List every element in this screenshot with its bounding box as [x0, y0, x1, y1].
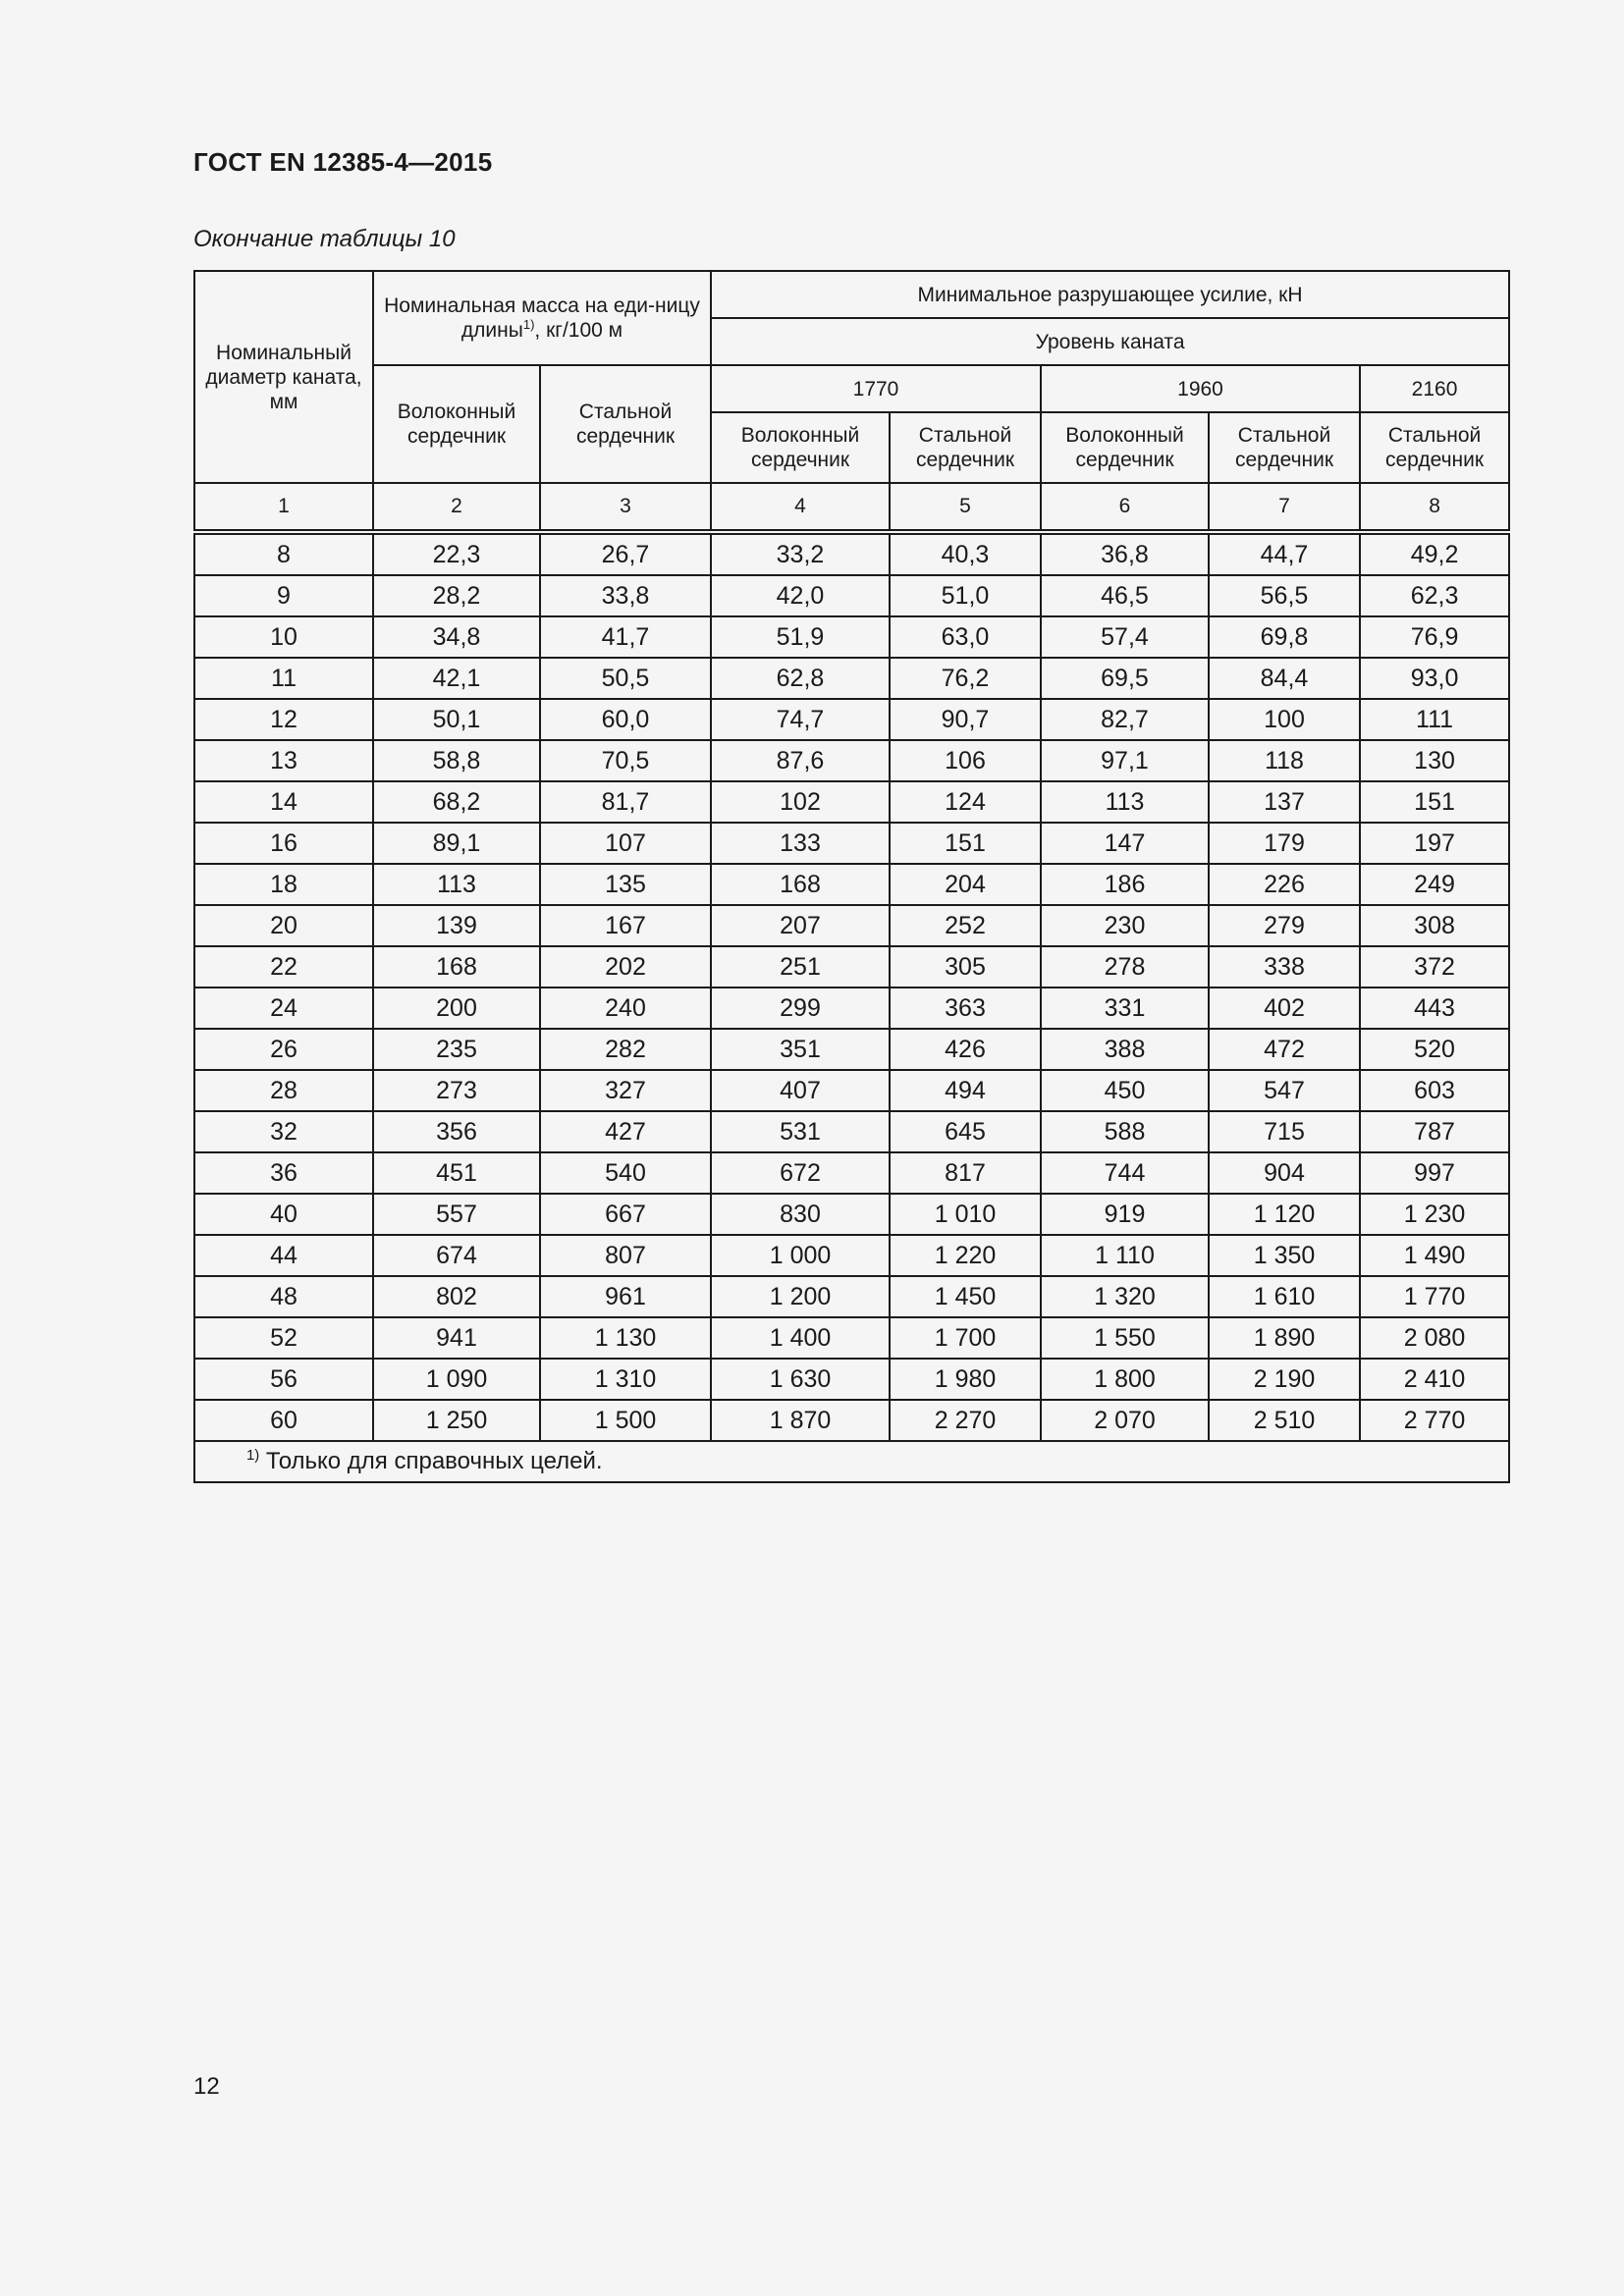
table-row — [194, 1400, 1509, 1441]
header-1770-fiber: Волоконный сердечник — [711, 412, 890, 483]
table-cell: 363 — [890, 988, 1041, 1029]
table-cell: 427 — [540, 1111, 711, 1152]
table-cell: 252 — [890, 905, 1041, 946]
table-cell: 18 — [194, 864, 373, 905]
table-cell: 26,7 — [540, 532, 711, 575]
table-body — [194, 483, 1509, 1441]
table-header — [194, 271, 1509, 483]
table-cell: 557 — [373, 1194, 540, 1235]
table-cell: 130 — [1360, 740, 1509, 781]
table-cell: 919 — [1041, 1194, 1209, 1235]
table-cell: 40 — [194, 1194, 373, 1235]
table-cell: 36 — [194, 1152, 373, 1194]
table-cell: 34,8 — [373, 616, 540, 658]
table-cell: 674 — [373, 1235, 540, 1276]
table-cell: 151 — [890, 823, 1041, 864]
table-cell: 830 — [711, 1194, 890, 1235]
table-cell: 2 070 — [1041, 1400, 1209, 1441]
table-row — [194, 1276, 1509, 1317]
table-cell: 63,0 — [890, 616, 1041, 658]
table-row — [194, 1111, 1509, 1152]
table-cell: 111 — [1360, 699, 1509, 740]
table-cell: 57,4 — [1041, 616, 1209, 658]
table-cell: 22 — [194, 946, 373, 988]
footnote-row — [194, 1441, 1509, 1482]
table-cell: 327 — [540, 1070, 711, 1111]
table-cell: 338 — [1209, 946, 1360, 988]
table-cell: 81,7 — [540, 781, 711, 823]
table-cell: 1 230 — [1360, 1194, 1509, 1235]
table-cell: 51,0 — [890, 575, 1041, 616]
table-cell: 351 — [711, 1029, 890, 1070]
table-cell: 961 — [540, 1276, 711, 1317]
table-cell: 56 — [194, 1359, 373, 1400]
table-cell: 93,0 — [1360, 658, 1509, 699]
table-cell: 113 — [1041, 781, 1209, 823]
header-min-force: Минимальное разрушающее усилие, кН — [711, 271, 1509, 318]
table-cell: 802 — [373, 1276, 540, 1317]
table-cell: 137 — [1209, 781, 1360, 823]
table-cell: 2 410 — [1360, 1359, 1509, 1400]
table-cell: 16 — [194, 823, 373, 864]
table-cell: 1 130 — [540, 1317, 711, 1359]
page-number: 12 — [193, 2073, 220, 2100]
table-cell: 33,8 — [540, 575, 711, 616]
table-cell: 113 — [373, 864, 540, 905]
table-cell: 1 870 — [711, 1400, 890, 1441]
table-row — [194, 1152, 1509, 1194]
table-cell: 251 — [711, 946, 890, 988]
table-cell: 226 — [1209, 864, 1360, 905]
table-cell: 133 — [711, 823, 890, 864]
table-cell: 520 — [1360, 1029, 1509, 1070]
table-cell: 279 — [1209, 905, 1360, 946]
table-cell: 817 — [890, 1152, 1041, 1194]
table-cell: 672 — [711, 1152, 890, 1194]
table-cell: 235 — [373, 1029, 540, 1070]
table-cell: 1 120 — [1209, 1194, 1360, 1235]
table-row — [194, 1029, 1509, 1070]
table-cell: 24 — [194, 988, 373, 1029]
table-cell: 204 — [890, 864, 1041, 905]
table-cell: 147 — [1041, 823, 1209, 864]
header-diameter: Номинальный диаметр каната, мм — [194, 271, 373, 483]
table-row — [194, 781, 1509, 823]
table-cell: 1 630 — [711, 1359, 890, 1400]
table-cell: 1 220 — [890, 1235, 1041, 1276]
table-cell: 744 — [1041, 1152, 1209, 1194]
table-cell: 135 — [540, 864, 711, 905]
table-cell: 494 — [890, 1070, 1041, 1111]
table-cell: 1 400 — [711, 1317, 890, 1359]
table-cell: 50,1 — [373, 699, 540, 740]
table-cell: 97,1 — [1041, 740, 1209, 781]
table-cell: 33,2 — [711, 532, 890, 575]
table-cell: 26 — [194, 1029, 373, 1070]
table-cell: 807 — [540, 1235, 711, 1276]
table-cell: 69,8 — [1209, 616, 1360, 658]
table-cell: 1 350 — [1209, 1235, 1360, 1276]
table-cell: 68,2 — [373, 781, 540, 823]
column-number: 7 — [1209, 483, 1360, 532]
header-2160-steel: Стальной сердечник — [1360, 412, 1509, 483]
table-cell: 308 — [1360, 905, 1509, 946]
table-row — [194, 740, 1509, 781]
table-cell: 87,6 — [711, 740, 890, 781]
table-cell: 407 — [711, 1070, 890, 1111]
table-cell: 28,2 — [373, 575, 540, 616]
header-1960-steel: Стальной сердечник — [1209, 412, 1360, 483]
table-cell: 42,0 — [711, 575, 890, 616]
table-cell: 44 — [194, 1235, 373, 1276]
table-row — [194, 1317, 1509, 1359]
table-cell: 1 450 — [890, 1276, 1041, 1317]
table-cell: 70,5 — [540, 740, 711, 781]
header-mass-unit: , кг/100 м — [534, 319, 623, 342]
table-cell: 167 — [540, 905, 711, 946]
table-cell: 667 — [540, 1194, 711, 1235]
table-cell: 531 — [711, 1111, 890, 1152]
table-row — [194, 699, 1509, 740]
footnote — [194, 1441, 1509, 1482]
table-row — [194, 616, 1509, 658]
table-cell: 2 080 — [1360, 1317, 1509, 1359]
table-row — [194, 658, 1509, 699]
table-cell: 282 — [540, 1029, 711, 1070]
table-cell: 42,1 — [373, 658, 540, 699]
table-cell: 168 — [711, 864, 890, 905]
table-cell: 197 — [1360, 823, 1509, 864]
table-cell: 60 — [194, 1400, 373, 1441]
table-cell: 41,7 — [540, 616, 711, 658]
table-cell: 76,2 — [890, 658, 1041, 699]
table-cell: 1 090 — [373, 1359, 540, 1400]
table-cell: 151 — [1360, 781, 1509, 823]
table-cell: 305 — [890, 946, 1041, 988]
header-grade-1960: 1960 — [1041, 365, 1360, 412]
table-cell: 278 — [1041, 946, 1209, 988]
table-cell: 331 — [1041, 988, 1209, 1029]
table-cell: 69,5 — [1041, 658, 1209, 699]
table-cell: 1 010 — [890, 1194, 1041, 1235]
table-cell: 230 — [1041, 905, 1209, 946]
column-number: 8 — [1360, 483, 1509, 532]
header-rope-grade: Уровень каната — [711, 318, 1509, 365]
table-cell: 249 — [1360, 864, 1509, 905]
table-cell: 450 — [1041, 1070, 1209, 1111]
table-cell: 645 — [890, 1111, 1041, 1152]
table-cell: 90,7 — [890, 699, 1041, 740]
table-cell: 106 — [890, 740, 1041, 781]
table-cell: 40,3 — [890, 532, 1041, 575]
table-cell: 168 — [373, 946, 540, 988]
table-cell: 1 770 — [1360, 1276, 1509, 1317]
table-cell: 207 — [711, 905, 890, 946]
table-cell: 388 — [1041, 1029, 1209, 1070]
column-number: 2 — [373, 483, 540, 532]
header-1960-fiber: Волоконный сердечник — [1041, 412, 1209, 483]
table-cell: 107 — [540, 823, 711, 864]
table-cell: 603 — [1360, 1070, 1509, 1111]
table-cell: 76,9 — [1360, 616, 1509, 658]
table-cell: 1 000 — [711, 1235, 890, 1276]
header-mass — [373, 271, 711, 365]
table-cell: 588 — [1041, 1111, 1209, 1152]
table-cell: 904 — [1209, 1152, 1360, 1194]
table-cell: 46,5 — [1041, 575, 1209, 616]
table-cell: 52 — [194, 1317, 373, 1359]
table-cell: 74,7 — [711, 699, 890, 740]
table-cell: 62,3 — [1360, 575, 1509, 616]
table-cell: 186 — [1041, 864, 1209, 905]
document-title: ГОСТ EN 12385-4—2015 — [193, 147, 493, 177]
table-cell: 58,8 — [373, 740, 540, 781]
table-cell: 49,2 — [1360, 532, 1509, 575]
table-cell: 1 320 — [1041, 1276, 1209, 1317]
table-cell: 2 270 — [890, 1400, 1041, 1441]
table-row — [194, 1070, 1509, 1111]
table-cell: 443 — [1360, 988, 1509, 1029]
table-cell: 82,7 — [1041, 699, 1209, 740]
table-cell: 102 — [711, 781, 890, 823]
table-cell: 8 — [194, 532, 373, 575]
column-number: 1 — [194, 483, 373, 532]
table-cell: 1 310 — [540, 1359, 711, 1400]
table-cell: 1 980 — [890, 1359, 1041, 1400]
table-cell: 472 — [1209, 1029, 1360, 1070]
table-cell: 372 — [1360, 946, 1509, 988]
table-cell: 36,8 — [1041, 532, 1209, 575]
column-number: 3 — [540, 483, 711, 532]
table-cell: 1 200 — [711, 1276, 890, 1317]
table-cell: 139 — [373, 905, 540, 946]
column-number: 5 — [890, 483, 1041, 532]
table-cell: 997 — [1360, 1152, 1509, 1194]
table-cell: 9 — [194, 575, 373, 616]
rope-data-table — [193, 270, 1510, 1483]
header-grade-2160: 2160 — [1360, 365, 1509, 412]
table-cell: 2 770 — [1360, 1400, 1509, 1441]
table-cell: 13 — [194, 740, 373, 781]
table-cell: 1 110 — [1041, 1235, 1209, 1276]
table-cell: 200 — [373, 988, 540, 1029]
table-cell: 299 — [711, 988, 890, 1029]
table-cell: 1 700 — [890, 1317, 1041, 1359]
header-mass-steel: Стальной сердечник — [540, 365, 711, 483]
table-row — [194, 905, 1509, 946]
table-cell: 12 — [194, 699, 373, 740]
table-cell: 2 190 — [1209, 1359, 1360, 1400]
table-cell: 1 890 — [1209, 1317, 1360, 1359]
table-cell: 11 — [194, 658, 373, 699]
table-row — [194, 988, 1509, 1029]
table-cell: 273 — [373, 1070, 540, 1111]
table-cell: 426 — [890, 1029, 1041, 1070]
table-cell: 48 — [194, 1276, 373, 1317]
header-mass-label: Номинальная масса на еди-ницу длины — [384, 294, 700, 342]
table-cell: 62,8 — [711, 658, 890, 699]
table-cell: 179 — [1209, 823, 1360, 864]
table-cell: 44,7 — [1209, 532, 1360, 575]
header-1770-steel: Стальной сердечник — [890, 412, 1041, 483]
footnote-text: Только для справочных целей. — [259, 1448, 603, 1474]
table-cell: 22,3 — [373, 532, 540, 575]
table-cell: 540 — [540, 1152, 711, 1194]
table-cell: 84,4 — [1209, 658, 1360, 699]
table-row — [194, 1194, 1509, 1235]
table-cell: 1 800 — [1041, 1359, 1209, 1400]
table-row — [194, 946, 1509, 988]
table-cell: 941 — [373, 1317, 540, 1359]
table-row — [194, 532, 1509, 575]
table-cell: 60,0 — [540, 699, 711, 740]
table-cell: 787 — [1360, 1111, 1509, 1152]
table-cell: 1 250 — [373, 1400, 540, 1441]
table-cell: 451 — [373, 1152, 540, 1194]
table-row — [194, 1235, 1509, 1276]
table-cell: 51,9 — [711, 616, 890, 658]
column-number: 4 — [711, 483, 890, 532]
table-cell: 2 510 — [1209, 1400, 1360, 1441]
table-cell: 124 — [890, 781, 1041, 823]
table-cell: 10 — [194, 616, 373, 658]
table-caption: Окончание таблицы 10 — [193, 226, 456, 252]
table-row — [194, 1359, 1509, 1400]
table-cell: 1 490 — [1360, 1235, 1509, 1276]
table-cell: 715 — [1209, 1111, 1360, 1152]
table-cell: 89,1 — [373, 823, 540, 864]
table-row — [194, 823, 1509, 864]
table-cell: 1 550 — [1041, 1317, 1209, 1359]
table-cell: 14 — [194, 781, 373, 823]
header-grade-1770: 1770 — [711, 365, 1041, 412]
table-cell: 202 — [540, 946, 711, 988]
column-number: 6 — [1041, 483, 1209, 532]
footnote-marker: 1) — [246, 1448, 260, 1464]
table-cell: 240 — [540, 988, 711, 1029]
header-mass-fiber: Волоконный сердечник — [373, 365, 540, 483]
table-row — [194, 864, 1509, 905]
table-cell: 56,5 — [1209, 575, 1360, 616]
table-row — [194, 575, 1509, 616]
table-cell: 20 — [194, 905, 373, 946]
table-cell: 28 — [194, 1070, 373, 1111]
table-cell: 50,5 — [540, 658, 711, 699]
table-cell: 547 — [1209, 1070, 1360, 1111]
header-mass-footnote-ref: 1) — [522, 317, 535, 332]
table-cell: 32 — [194, 1111, 373, 1152]
table-cell: 402 — [1209, 988, 1360, 1029]
table-cell: 1 500 — [540, 1400, 711, 1441]
table-cell: 100 — [1209, 699, 1360, 740]
table-cell: 356 — [373, 1111, 540, 1152]
table-cell: 118 — [1209, 740, 1360, 781]
column-numbers-row — [194, 483, 1509, 532]
table-cell: 1 610 — [1209, 1276, 1360, 1317]
